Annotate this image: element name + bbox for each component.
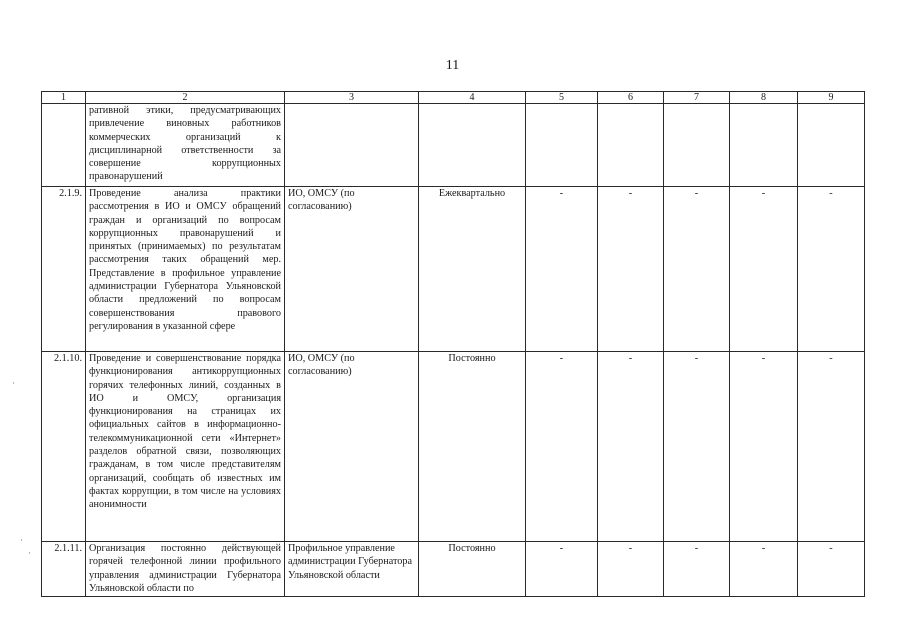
cell-5 xyxy=(526,104,598,187)
column-number: 3 xyxy=(285,92,419,104)
cell-9: - xyxy=(798,187,865,352)
term-text: Ежеквартально xyxy=(419,187,526,352)
column-number: 9 xyxy=(798,92,865,104)
column-number-row xyxy=(42,92,865,104)
scan-speck: · xyxy=(12,378,15,388)
cell-9 xyxy=(798,104,865,187)
column-number: 7 xyxy=(664,92,730,104)
table-row xyxy=(42,104,865,187)
measures-table xyxy=(41,91,865,597)
cell-9: - xyxy=(798,542,865,597)
item-number: 2.1.11. xyxy=(42,542,86,597)
measure-text: Проведение и совершенствование порядка функционирования антикоррупционных горячих телефонных линий, созданных в ИО и ОМСУ, организация функционирования на страницах их официальных сайтов в информационно-телекоммуникационной сети «Интернет» разделов обратной связи, позволяющих гражданам, в том числе представителям организаций, сообщать об известных им фактах коррупции, в том числе на условиях анонимности xyxy=(86,352,285,542)
cell-6 xyxy=(598,104,664,187)
executor-text xyxy=(285,104,419,187)
item-number: 2.1.9. xyxy=(42,187,86,352)
cell-6: - xyxy=(598,352,664,542)
column-number: 8 xyxy=(730,92,798,104)
measure-text: Проведение анализа практики рассмотрения в ИО и ОМСУ обращений граждан и организаций по вопросам коррупционных правонарушений и принятых (принимаемых) по результатам рассмотрения таких обращений мер. Представление в профильное управление администрации Губернатора Ульяновской области предложений по вопросам совершенствования правового регулирования в указанной сфере xyxy=(86,187,285,352)
cell-8: - xyxy=(730,187,798,352)
executor-text: ИО, ОМСУ (по согласованию) xyxy=(285,352,419,542)
term-text: Постоянно xyxy=(419,352,526,542)
cell-7 xyxy=(664,104,730,187)
column-number: 1 xyxy=(42,92,86,104)
term-text xyxy=(419,104,526,187)
table-row xyxy=(42,352,865,542)
measure-text: ративной этики, предусматривающих привлечение виновных работников коммерческих организаций к дисциплинарной ответственности за совершение коррупционных правонарушений xyxy=(86,104,285,187)
table-row xyxy=(42,542,865,597)
table-row xyxy=(42,187,865,352)
cell-5: - xyxy=(526,187,598,352)
column-number: 6 xyxy=(598,92,664,104)
cell-6: - xyxy=(598,187,664,352)
cell-8: - xyxy=(730,352,798,542)
executor-text: Профильное управление администрации Губернатора Ульяновской области xyxy=(285,542,419,597)
scan-speck: · xyxy=(28,548,31,558)
column-number: 2 xyxy=(86,92,285,104)
term-text: Постоянно xyxy=(419,542,526,597)
cell-9: - xyxy=(798,352,865,542)
cell-8: - xyxy=(730,542,798,597)
measure-text: Организация постоянно действующей горячей телефонной линии профильного управления администрации Губернатора Ульяновской области по xyxy=(86,542,285,597)
cell-7: - xyxy=(664,542,730,597)
cell-5: - xyxy=(526,352,598,542)
page-number: 11 xyxy=(445,58,460,73)
cell-8 xyxy=(730,104,798,187)
cell-6: - xyxy=(598,542,664,597)
column-number: 5 xyxy=(526,92,598,104)
executor-text: ИО, ОМСУ (по согласованию) xyxy=(285,187,419,352)
scan-speck: · xyxy=(20,535,23,545)
item-number: 2.1.10. xyxy=(42,352,86,542)
column-number: 4 xyxy=(419,92,526,104)
cell-7: - xyxy=(664,352,730,542)
cell-5: - xyxy=(526,542,598,597)
cell-7: - xyxy=(664,187,730,352)
item-number xyxy=(42,104,86,187)
